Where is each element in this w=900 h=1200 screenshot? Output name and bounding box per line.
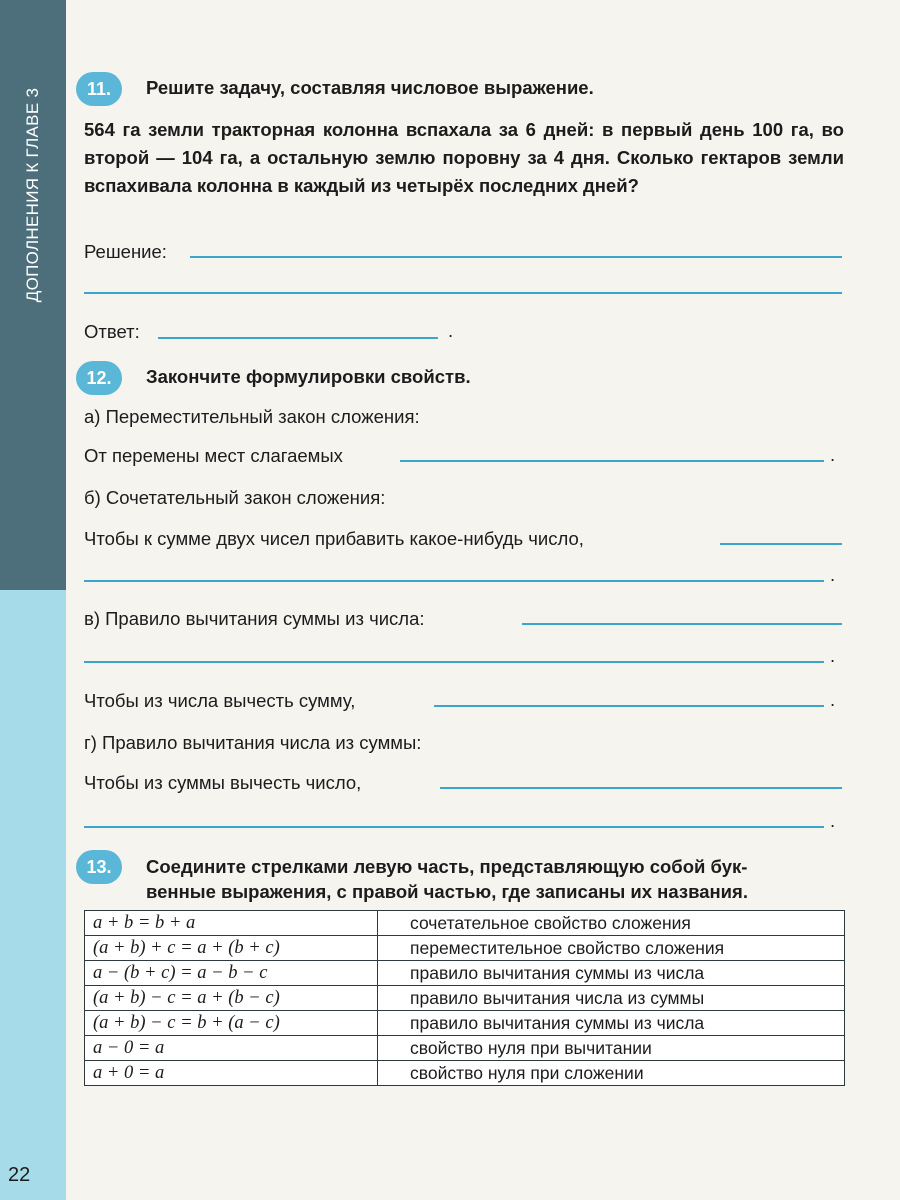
name-cell[interactable]: переместительное свойство сложения <box>378 936 845 961</box>
property-g-line-2[interactable] <box>84 826 824 828</box>
property-a-line[interactable] <box>400 460 824 462</box>
property-b-period: . <box>830 564 836 585</box>
task-13-instruction-line-2: венные выражения, с правой частью, где записаны их названия. <box>146 881 748 902</box>
name-cell[interactable]: сочетательное свойство сложения <box>378 911 845 936</box>
property-a-prompt: От перемены мест слагаемых <box>84 445 343 466</box>
name-cell[interactable]: свойство нуля при сложении <box>378 1061 845 1086</box>
task-13-badge: 13. <box>76 850 122 884</box>
task-11-badge: 11. <box>76 72 122 106</box>
answer-label: Ответ: <box>84 321 140 342</box>
property-a-period: . <box>830 444 836 465</box>
table-row <box>85 1036 845 1061</box>
expression-cell[interactable]: a − 0 = a <box>85 1036 378 1061</box>
property-g-prompt: Чтобы из суммы вычесть число, <box>84 772 362 793</box>
name-cell[interactable]: правило вычитания числа из суммы <box>378 986 845 1011</box>
expression-cell[interactable]: a + b = b + a <box>85 911 378 936</box>
task-12-badge: 12. <box>76 361 122 395</box>
table-row <box>85 986 845 1011</box>
name-cell[interactable]: правило вычитания суммы из числа <box>378 961 845 986</box>
answer-period: . <box>448 320 454 341</box>
expression-cell[interactable]: (a + b) − c = b + (a − c) <box>85 1011 378 1036</box>
matching-table <box>84 910 845 1086</box>
property-v-answer-line[interactable] <box>434 705 824 707</box>
chapter-sidebar <box>0 0 66 590</box>
name-cell[interactable]: правило вычитания суммы из числа <box>378 1011 845 1036</box>
property-v-prompt: Чтобы из числа вычесть сумму, <box>84 690 356 711</box>
task-12-instruction: Закончите формулировки свойств. <box>146 366 471 387</box>
table-row <box>85 1061 845 1086</box>
property-b-heading: б) Сочетательный закон сложения: <box>84 487 386 508</box>
sidebar-bottom <box>0 590 66 1200</box>
property-v-period: . <box>830 645 836 666</box>
table-row <box>85 1011 845 1036</box>
property-v-line-2[interactable] <box>84 661 824 663</box>
property-v-heading: в) Правило вычитания суммы из числа: <box>84 608 425 629</box>
solution-label: Решение: <box>84 241 167 262</box>
property-a-heading: а) Переместительный закон сложения: <box>84 406 420 427</box>
solution-line-2[interactable] <box>84 292 842 294</box>
expression-cell[interactable]: a − (b + c) = a − b − c <box>85 961 378 986</box>
property-g-heading: г) Правило вычитания числа из суммы: <box>84 732 422 753</box>
expression-cell[interactable]: (a + b) − c = a + (b − c) <box>85 986 378 1011</box>
task-11-instruction: Решите задачу, составляя числовое выражение. <box>146 77 594 98</box>
property-b-line-2[interactable] <box>84 580 824 582</box>
table-row <box>85 936 845 961</box>
property-g-period: . <box>830 810 836 831</box>
table-row <box>85 911 845 936</box>
expression-cell[interactable]: a + 0 = a <box>85 1061 378 1086</box>
task-11-problem: 564 га земли тракторная колонна вспахала за 6 дней: в первый день 100 га, во второй — 104 га, а остальную землю поровну за 4 дня. Сколько гектаров земли вспахивала колонна в каждый из четырёх последних дней? <box>84 119 844 196</box>
expression-cell[interactable]: (a + b) + c = a + (b + c) <box>85 936 378 961</box>
property-v-answer-period: . <box>830 689 836 710</box>
task-13-instruction-line-1: Соедините стрелками левую часть, представляющую собой бук- <box>146 856 748 877</box>
property-g-line-1[interactable] <box>440 787 842 789</box>
property-b-prompt: Чтобы к сумме двух чисел прибавить какое-нибудь число, <box>84 528 584 549</box>
page-number: 22 <box>8 1164 31 1186</box>
answer-line[interactable] <box>158 337 438 339</box>
property-b-line-1[interactable] <box>720 543 842 545</box>
name-cell[interactable]: свойство нуля при вычитании <box>378 1036 845 1061</box>
solution-line-1[interactable] <box>190 256 842 258</box>
property-v-line-1[interactable] <box>522 623 842 625</box>
table-row <box>85 961 845 986</box>
chapter-label: ДОПОЛНЕНИЯ К ГЛАВЕ 3 <box>23 87 42 303</box>
